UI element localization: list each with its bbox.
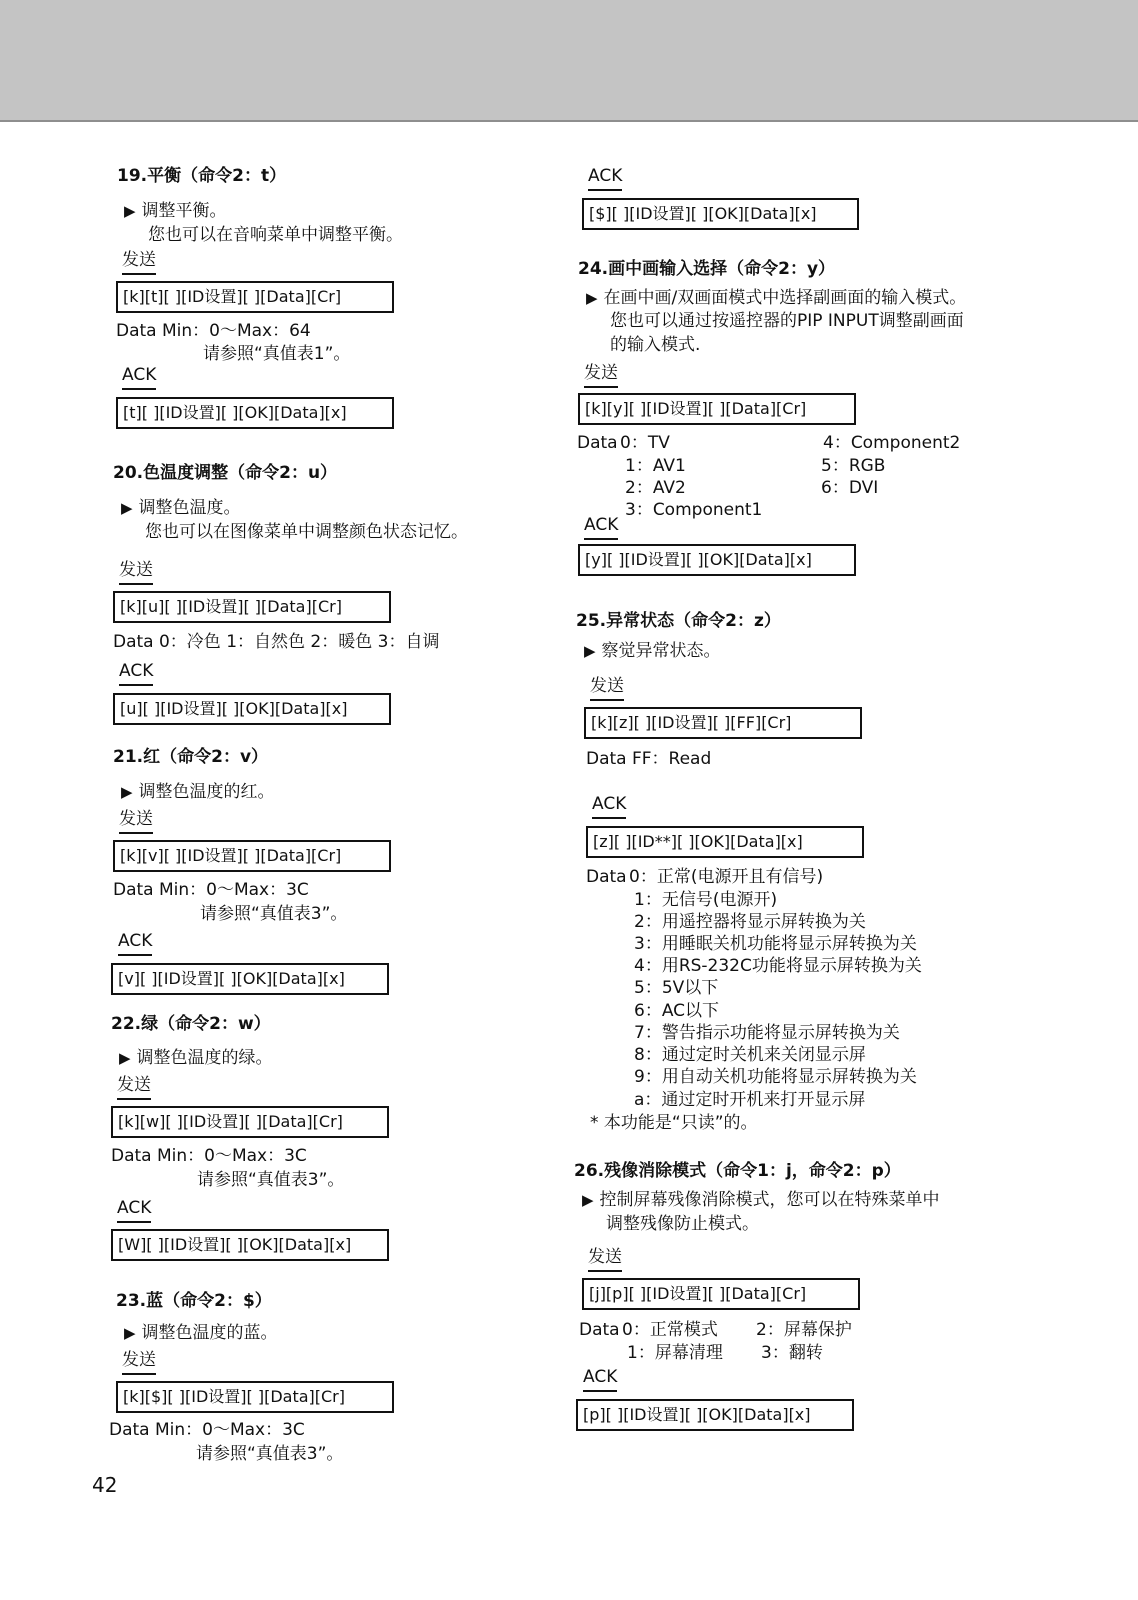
section-25-send-box: [k][z][ ][ID设置][ ][FF][Cr] (584, 707, 862, 739)
section-19-data-range: Data Min：0～Max：64 (116, 321, 311, 341)
section-26-option-3: 3：翻转 (761, 1343, 823, 1363)
section-26-option-1: 1：屏幕清理 (627, 1343, 723, 1363)
section-21-data-ref: 请参照“真值表3”。 (200, 904, 348, 924)
bullet-triangle-icon: ▶ (121, 783, 133, 801)
section-25-item-6: 6：AC以下 (634, 1001, 720, 1021)
section-23-title: 23.蓝（命令2：$） (116, 1291, 272, 1311)
section-22-send-box: [k][w][ ][ID设置][ ][Data][Cr] (111, 1106, 389, 1138)
section-19-desc-2: 您也可以在音响菜单中调整平衡。 (148, 225, 403, 245)
section-24-option-6: 6：DVI (821, 478, 879, 498)
section-22-send-label: 发送 (117, 1074, 151, 1100)
section-26-ack-box: [p][ ][ID设置][ ][OK][Data][x] (576, 1399, 854, 1431)
section-24-ack-label: ACK (584, 514, 618, 540)
section-24-option-1: 1：AV1 (625, 456, 686, 476)
section-25-data-label: Data (586, 867, 627, 887)
bullet-triangle-icon: ▶ (119, 1049, 131, 1067)
section-25-item-2: 2：用遥控器将显示屏转换为关 (634, 912, 866, 932)
section-20-title: 20.色温度调整（命令2：u） (113, 463, 338, 483)
section-20-desc: ▶ 调整色温度。 (121, 498, 241, 518)
bullet-triangle-icon: ▶ (584, 642, 596, 660)
section-23-data-ref: 请参照“真值表3”。 (196, 1444, 344, 1464)
section-21-send-box: [k][v][ ][ID设置][ ][Data][Cr] (113, 840, 391, 872)
section-22-desc: ▶ 调整色温度的绿。 (119, 1048, 273, 1068)
section-25-item-5: 5：5V以下 (634, 978, 719, 998)
section-26-ack-label: ACK (583, 1366, 617, 1392)
section-19-send-box: [k][t][ ][ID设置][ ][Data][Cr] (116, 281, 394, 313)
section-26-send-box: [j][p][ ][ID设置][ ][Data][Cr] (582, 1278, 860, 1310)
section-25-item-8: 8：通过定时关机来关闭显示屏 (634, 1045, 866, 1065)
bullet-triangle-icon: ▶ (121, 499, 133, 517)
section-24-send-box: [k][y][ ][ID设置][ ][Data][Cr] (578, 393, 856, 425)
section-19-data-ref: 请参照“真值表1”。 (203, 344, 351, 364)
section-20-data-options: Data 0：冷色 1：自然色 2：暖色 3：自调 (113, 632, 440, 652)
header-band (0, 0, 1138, 122)
section-19-send-label: 发送 (122, 249, 156, 275)
section-19-ack-label: ACK (122, 364, 156, 390)
section-22-ack-label: ACK (117, 1197, 151, 1223)
section-24-data-label: Data (577, 433, 618, 453)
section-21-data-range: Data Min：0～Max：3C (113, 880, 309, 900)
section-26-title: 26.残像消除模式（命令1：j，命令2：p） (574, 1161, 901, 1181)
section-25-send-label: 发送 (590, 675, 624, 701)
section-24-desc-3: 的输入模式. (610, 335, 701, 355)
page-number: 42 (92, 1473, 118, 1497)
bullet-triangle-icon: ▶ (586, 289, 598, 307)
section-25-item-4: 4：用RS-232C功能将显示屏转换为关 (634, 956, 922, 976)
bullet-triangle-icon: ▶ (124, 1324, 136, 1342)
section-23-desc: ▶ 调整色温度的蓝。 (124, 1323, 278, 1343)
section-22-data-range: Data Min：0～Max：3C (111, 1146, 307, 1166)
section-19-desc: ▶ 调整平衡。 (124, 201, 227, 221)
section-24-desc: ▶ 在画中画/双画面模式中选择副画面的输入模式。 (586, 288, 967, 308)
section-22-title: 22.绿（命令2：w） (111, 1014, 271, 1034)
section-21-ack-box: [v][ ][ID设置][ ][OK][Data][x] (111, 963, 389, 995)
section-25-ack-label: ACK (592, 793, 626, 819)
section-24-option-3: 3：Component1 (625, 500, 763, 520)
section-25-item-3: 3：用睡眠关机功能将显示屏转换为关 (634, 934, 917, 954)
section-20-send-box: [k][u][ ][ID设置][ ][Data][Cr] (113, 591, 391, 623)
section-25-note: * 本功能是“只读”的。 (590, 1113, 758, 1133)
section-26-option-2: 2：屏幕保护 (756, 1320, 852, 1340)
section-20-ack-label: ACK (119, 660, 153, 686)
section-23-ack-label: ACK (588, 165, 622, 191)
section-25-item-0: 0：正常(电源开且有信号) (629, 867, 824, 887)
bullet-triangle-icon: ▶ (582, 1191, 594, 1209)
section-25-item-9: 9：用自动关机功能将显示屏转换为关 (634, 1067, 917, 1087)
section-25-title: 25.异常状态（命令2：z） (576, 611, 781, 631)
section-25-item-1: 1：无信号(电源开) (634, 890, 778, 910)
section-24-option-4: 4：Component2 (823, 433, 961, 453)
section-25-item-10: a：通过定时开机来打开显示屏 (634, 1090, 866, 1110)
section-25-desc: ▶ 察觉异常状态。 (584, 641, 721, 661)
section-20-send-label: 发送 (119, 559, 153, 585)
section-21-send-label: 发送 (119, 808, 153, 834)
section-20-ack-box: [u][ ][ID设置][ ][OK][Data][x] (113, 693, 391, 725)
section-24-desc-2: 您也可以通过按遥控器的PIP INPUT调整副画面 (610, 311, 964, 331)
section-26-desc: ▶ 控制屏幕残像消除模式，您可以在特殊菜单中 (582, 1190, 940, 1210)
section-24-title: 24.画中画输入选择（命令2：y） (578, 259, 836, 279)
section-26-option-0: 0：正常模式 (622, 1320, 718, 1340)
section-24-option-2: 2：AV2 (625, 478, 686, 498)
section-21-title: 21.红（命令2：v） (113, 747, 269, 767)
section-23-send-box: [k][$][ ][ID设置][ ][Data][Cr] (116, 1381, 394, 1413)
section-23-ack-box: [$][ ][ID设置][ ][OK][Data][x] (582, 198, 859, 230)
section-21-ack-label: ACK (118, 930, 152, 956)
section-25-data-read: Data FF：Read (586, 749, 712, 769)
section-20-desc-2: 您也可以在图像菜单中调整颜色状态记忆。 (145, 522, 468, 542)
section-24-option-0: 0：TV (620, 433, 670, 453)
section-26-send-label: 发送 (588, 1246, 622, 1272)
section-26-desc-2: 调整残像防止模式。 (606, 1214, 759, 1234)
section-24-send-label: 发送 (584, 362, 618, 388)
section-24-option-5: 5：RGB (821, 456, 886, 476)
section-21-desc: ▶ 调整色温度的红。 (121, 782, 275, 802)
section-19-title: 19.平衡（命令2：t） (117, 166, 287, 186)
section-22-ack-box: [W][ ][ID设置][ ][OK][Data][x] (111, 1229, 389, 1261)
section-26-data-label: Data (579, 1320, 620, 1340)
section-23-send-label: 发送 (122, 1349, 156, 1375)
section-25-ack-box: [z][ ][ID**][ ][OK][Data][x] (586, 826, 864, 858)
section-25-item-7: 7：警告指示功能将显示屏转换为关 (634, 1023, 900, 1043)
section-22-data-ref: 请参照“真值表3”。 (197, 1170, 345, 1190)
section-24-ack-box: [y][ ][ID设置][ ][OK][Data][x] (578, 544, 856, 576)
section-23-data-range: Data Min：0～Max：3C (109, 1420, 305, 1440)
section-19-ack-box: [t][ ][ID设置][ ][OK][Data][x] (116, 397, 394, 429)
bullet-triangle-icon: ▶ (124, 202, 136, 220)
